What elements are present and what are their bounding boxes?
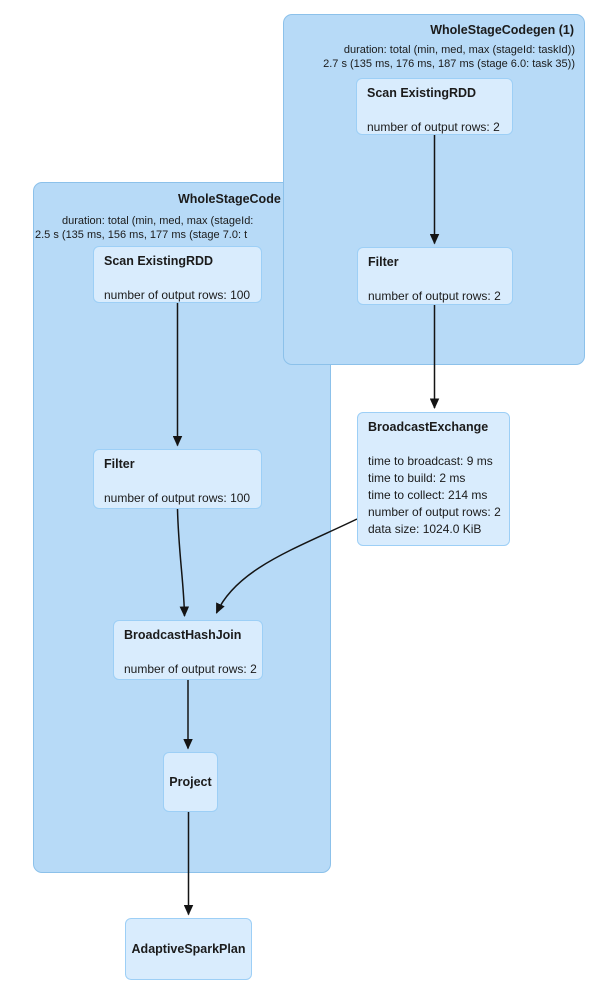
cluster-title: WholeStageCodegen (1) bbox=[430, 23, 574, 37]
node-title: BroadcastExchange bbox=[368, 420, 489, 434]
metric-output-rows: number of output rows: 2 bbox=[367, 120, 500, 134]
node-title: AdaptiveSparkPlan bbox=[131, 942, 246, 956]
node-filter-2 bbox=[93, 449, 262, 509]
metric-output-rows: number of output rows: 100 bbox=[104, 288, 251, 302]
node-title: Filter bbox=[104, 457, 135, 471]
cluster-duration-value: 2.7 s (135 ms, 176 ms, 187 ms (stage 6.0: task 35)) bbox=[323, 57, 575, 70]
metric-data-size: data size: 1024.0 KiB bbox=[368, 522, 482, 536]
metric-output-rows: number of output rows: 2 bbox=[368, 505, 501, 519]
metric-time-to-collect: time to collect: 214 ms bbox=[368, 488, 488, 502]
node-adaptive-spark-plan bbox=[125, 918, 252, 980]
metric-time-to-broadcast: time to broadcast: 9 ms bbox=[368, 454, 493, 468]
cluster-duration-header: duration: total (min, med, max (stageId: bbox=[62, 215, 254, 227]
node-title: Project bbox=[169, 775, 212, 789]
metric-output-rows: number of output rows: 100 bbox=[104, 491, 251, 505]
node-title: BroadcastHashJoin bbox=[124, 628, 242, 642]
cluster-duration-header: duration: total (min, med, max (stageId: taskId)) bbox=[343, 44, 575, 56]
node-broadcast-exchange bbox=[357, 412, 510, 546]
node-title: Scan ExistingRDD bbox=[104, 254, 214, 268]
metric-output-rows: number of output rows: 2 bbox=[124, 662, 257, 676]
node-project bbox=[163, 752, 218, 812]
node-scan-existingrdd-2 bbox=[93, 246, 262, 303]
node-scan-existingrdd-1 bbox=[356, 78, 513, 135]
cluster-title: WholeStageCode bbox=[178, 192, 281, 206]
node-filter-1 bbox=[357, 247, 513, 305]
node-title: Scan ExistingRDD bbox=[367, 86, 477, 100]
node-title: Filter bbox=[368, 255, 399, 269]
node-broadcast-hash-join bbox=[113, 620, 263, 680]
cluster-duration-value: 2.5 s (135 ms, 156 ms, 177 ms (stage 7.0: t bbox=[35, 228, 248, 241]
metric-output-rows: number of output rows: 2 bbox=[368, 289, 501, 303]
cluster-wholestagecodegen-1 bbox=[283, 14, 585, 365]
metric-time-to-build: time to build: 2 ms bbox=[368, 471, 466, 485]
